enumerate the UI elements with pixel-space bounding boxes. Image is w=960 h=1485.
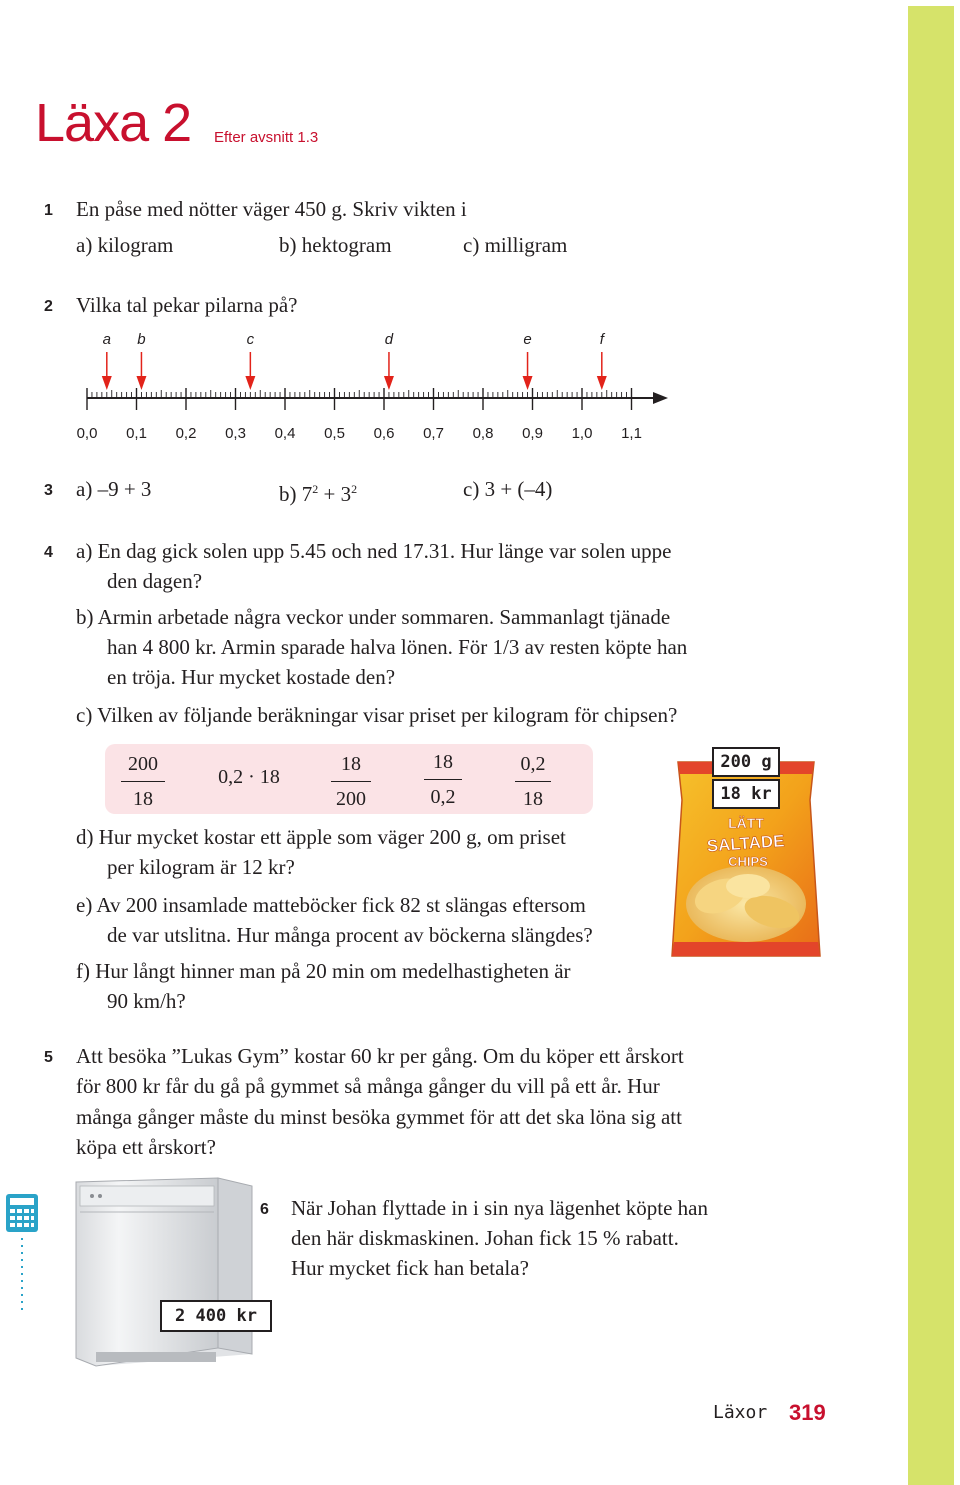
question-4f-line2: 90 km/h? [107, 989, 186, 1013]
pointer-arrow-f [597, 331, 607, 390]
page-subtitle: Efter avsnitt 1.3 [214, 129, 319, 146]
number-line-tick-label: 0,4 [274, 425, 296, 442]
question-6-line3: Hur mycket fick han betala? [291, 1256, 529, 1280]
question-1-c: c) milligram [463, 233, 568, 257]
chips-weight-tag: 200 g [712, 747, 780, 777]
pointer-arrow-c [245, 331, 255, 390]
question-3-number: 3 [44, 482, 53, 499]
calculator-icon [4, 1192, 40, 1314]
question-6-line2: den här diskmaskinen. Johan fick 15 % rabatt. [291, 1226, 679, 1250]
fraction-option-4: 18 0,2 [424, 750, 462, 809]
chips-brand-3: CHIPS [728, 854, 768, 869]
question-4a-line1: a) En dag gick solen upp 5.45 och ned 17.31. Hur länge var solen uppe [76, 539, 672, 563]
pointer-head [384, 376, 394, 390]
fraction-option-3: 18 200 [331, 752, 371, 811]
question-2-number: 2 [44, 298, 53, 315]
pointer-label: c [246, 331, 255, 348]
pointer-label: a [102, 331, 111, 348]
question-3-c: c) 3 + (–4) [463, 477, 553, 501]
pointer-head [136, 376, 146, 390]
number-line-tick-label: 0,6 [373, 425, 395, 442]
question-5-line3: många gånger måste du minst besöka gymmet för att det ska löna sig att [76, 1105, 682, 1129]
pointer-head [102, 376, 112, 390]
number-line-tick-label: 0,8 [472, 425, 494, 442]
number-line-tick-label: 1,1 [621, 425, 642, 442]
number-line-tick-label: 1,0 [571, 425, 593, 442]
question-4b-line2: han 4 800 kr. Armin sparade halva lönen. För 1/3 av resten köpte han [107, 635, 688, 659]
dishwasher-image [68, 1172, 258, 1368]
page-number: 319 [789, 1400, 826, 1425]
pointer-label: e [523, 331, 532, 348]
question-3-a: a) –9 + 3 [76, 477, 152, 501]
number-line-tick-label: 0,7 [423, 425, 444, 442]
question-4e-line2: de var utslitna. Hur många procent av böckerna slängdes? [107, 923, 593, 947]
fraction-option-2: 0,2 · 18 [218, 766, 280, 788]
pointer-head [523, 376, 533, 390]
question-5-number: 5 [44, 1049, 53, 1066]
question-4c-line1: c) Vilken av följande beräkningar visar priset per kilogram för chipsen? [76, 703, 678, 727]
pointer-arrow-b [136, 331, 146, 390]
footer-section-label: Läxor [713, 1402, 768, 1423]
question-4b-line3: en tröja. Hur mycket kostade den? [107, 665, 396, 689]
question-1-b: b) hektogram [279, 233, 392, 257]
question-3-b: b) $7^2 + 3^2$ [279, 482, 358, 506]
number-line-tick-label: 0,1 [126, 425, 147, 442]
question-4d-line1: d) Hur mycket kostar ett äpple som väger 200 g, om priset [76, 825, 566, 849]
pointer-label: f [599, 331, 604, 348]
number-line-tick-label: 0,3 [225, 425, 246, 442]
number-line [60, 320, 680, 450]
question-4f-line1: f) Hur långt hinner man på 20 min om medelhastigheten är [76, 959, 571, 983]
side-color-strip [908, 6, 954, 1485]
pointer-arrow-a [102, 331, 112, 390]
question-5-line1: Att besöka ”Lukas Gym” kostar 60 kr per gång. Om du köper ett årskort [76, 1044, 684, 1068]
pointer-head [245, 376, 255, 390]
number-line-tick-labels [77, 425, 642, 442]
chips-brand-1: LÄTT [728, 815, 764, 831]
question-4d-line2: per kilogram är 12 kr? [107, 855, 295, 879]
question-5-line4: köpa ett årskort? [76, 1135, 216, 1159]
question-1-number: 1 [44, 202, 53, 219]
number-line-pointers [102, 331, 607, 390]
question-6-number: 6 [260, 1201, 269, 1218]
pointer-label: b [137, 331, 146, 348]
pointer-label: d [384, 331, 394, 348]
fraction-options-box [105, 744, 593, 814]
pointer-arrow-e [523, 331, 533, 390]
fraction-option-5: 0,2 18 [515, 752, 551, 811]
question-4e-line1: e) Av 200 insamlade matteböcker fick 82 st slängas eftersom [76, 893, 586, 917]
question-1-text: En påse med nötter väger 450 g. Skriv vikten i [76, 197, 467, 221]
question-4a-line2: den dagen? [107, 569, 203, 593]
page-title: Läxa 2 [35, 93, 192, 153]
dishwasher-price-tag: 2 400 kr [160, 1300, 272, 1332]
question-6-line1: När Johan flyttade in i sin nya lägenhet köpte han [291, 1196, 708, 1220]
number-line-tick-label: 0,5 [324, 425, 345, 442]
number-line-tick-label: 0,9 [522, 425, 543, 442]
pointer-arrow-d [384, 331, 394, 390]
question-4-number: 4 [44, 544, 53, 561]
question-5-line2: för 800 kr får du gå på gymmet så många gånger du vill på ett år. Hur [76, 1074, 660, 1098]
number-line-arrowhead [653, 392, 668, 404]
question-2-text: Vilka tal pekar pilarna på? [76, 293, 298, 317]
fraction-option-1: 200 18 [121, 752, 165, 811]
number-line-tick-label: 0,0 [76, 425, 98, 442]
number-line-tick-label: 0,2 [175, 425, 197, 442]
chips-price-tag: 18 kr [712, 779, 780, 809]
question-1-a: a) kilogram [76, 233, 174, 257]
pointer-head [597, 376, 607, 390]
question-4b-line1: b) Armin arbetade några veckor under sommaren. Sammanlagt tjänade [76, 605, 671, 629]
chips-brand-2: SALTADE [706, 831, 786, 856]
